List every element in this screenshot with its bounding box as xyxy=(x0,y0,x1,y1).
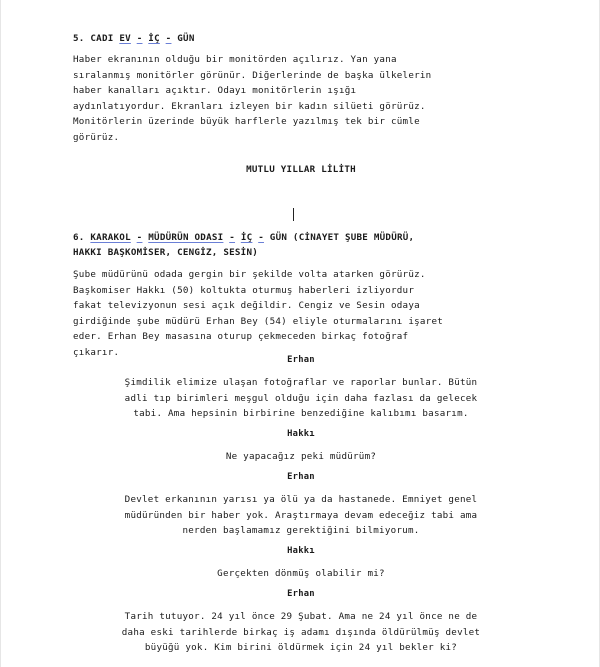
scene-6-dash-1: - xyxy=(136,232,143,243)
character-name: Erhan xyxy=(287,355,315,365)
scene-5-time: GÜN xyxy=(177,33,195,44)
dialogue-line: büyüğü yok. Kim birini öldürmek için 24 yıl bekler ki? xyxy=(144,642,458,654)
scene-6-heading-line-2: HAKKI BAŞKOMİSER, CENGİZ, SESİN) xyxy=(73,247,259,258)
scene-6-dash-3: - xyxy=(258,232,264,243)
action-line: eder. Erhan Bey masasına oturup çekmeceden birkaç fotoğraf xyxy=(73,331,409,343)
action-line: Başkomiser Hakkı (50) koltukta oturmuş haberleri izliyordur xyxy=(73,284,415,296)
dialogue-line: adli tıp birimleri meşgul olduğu için daha fazlası da gelecek xyxy=(124,392,478,404)
dialogue-line: Gerçekten dönmüş olabilir mi? xyxy=(217,568,385,579)
scene-6-action xyxy=(73,267,513,361)
dialogue-line: tabi. Ama hepsinin birbirine benzediğine kalıbımı basarım. xyxy=(133,408,469,420)
scene-5-dash-2: - xyxy=(165,33,172,44)
dialogue-line: nerden başlamamız gerektiğini bilmiyorum. xyxy=(182,525,420,537)
dialogue-line: daha eski tarihlerde birkaç iş adamı dışında öldürülmüş devlet xyxy=(121,626,481,638)
dialogue-line: Ne yapacağız peki müdürüm? xyxy=(225,451,377,462)
dialogue-line: müdüründen bir haber yok. Araştırmaya devam edeceğiz tabi ama xyxy=(124,509,478,521)
action-line: sıralanmış monitörler görünür. Diğerlerinde de başka ülkelerin xyxy=(73,69,432,81)
scene-5-number: 5. xyxy=(73,33,85,44)
action-line: fakat televizyonun sesi açık değildir. Cengiz ve Sesin odaya xyxy=(73,300,420,312)
scene-5-heading xyxy=(73,33,195,44)
action-line: görürüz. xyxy=(73,131,120,143)
dialogue-line: Tarih tutuyor. 24 yıl önce 29 Şubat. Ama ne 24 yıl önce ne de xyxy=(124,611,478,622)
character-name: Erhan xyxy=(287,472,315,482)
scene-5-location-1: CADI xyxy=(90,33,114,44)
action-line: Monitörlerin üzerinde büyük harflerle yazılmış tek bir cümle xyxy=(73,116,420,128)
character-name: Hakkı xyxy=(287,429,315,439)
dialogue-text xyxy=(61,375,541,422)
character-name: Hakkı xyxy=(287,546,315,556)
scene-6-heading xyxy=(73,232,414,243)
action-line: haber kanalları açıktır. Odayı monitörlerin ışığı xyxy=(73,85,357,97)
text-cursor xyxy=(293,208,294,221)
action-line: girdiğinde şube müdürü Erhan Bey (54) eliyle oturmalarını işaret xyxy=(73,315,444,327)
scene-5-interior: İÇ xyxy=(148,33,160,44)
scene-5-action xyxy=(73,52,513,146)
dialogue-line: Şimdilik elimize ulaşan fotoğraflar ve raporlar bunlar. Bütün xyxy=(124,377,478,388)
screen-banner-text: MUTLU YILLAR LİLİTH xyxy=(246,164,356,175)
action-line: aydınlatıyordur. Ekranları izleyen bir kadın silüeti görürüz. xyxy=(73,100,426,112)
scene-6-location-2: MÜDÜRÜN ODASI xyxy=(148,232,224,243)
scene-6-time-characters: GÜN (CİNAYET ŞUBE MÜDÜRÜ, xyxy=(269,232,415,243)
dialogue-text xyxy=(61,492,541,539)
scene-6-location-1: KARAKOL xyxy=(90,232,131,243)
dialogue-line: Devlet erkanının yarısı ya ölü ya da hastanede. Emniyet genel xyxy=(124,494,478,505)
scene-5-location-2: EV xyxy=(119,33,131,44)
dialogue-text xyxy=(61,609,541,656)
scene-5-dash-1: - xyxy=(136,33,143,44)
action-line: çıkarır. xyxy=(73,346,120,358)
scene-6-dash-2: - xyxy=(229,232,236,243)
scene-6-interior: İÇ xyxy=(240,232,253,243)
action-line: Haber ekranının olduğu bir monitörden açılırız. Yan yana xyxy=(73,54,397,65)
scene-6-number: 6. xyxy=(73,232,85,243)
dialogue-text xyxy=(61,449,541,465)
action-line: Şube müdürünü odada gergin bir şekilde volta atarken görürüz. xyxy=(73,269,426,280)
character-name: Erhan xyxy=(287,589,315,599)
dialogue-text xyxy=(61,566,541,582)
